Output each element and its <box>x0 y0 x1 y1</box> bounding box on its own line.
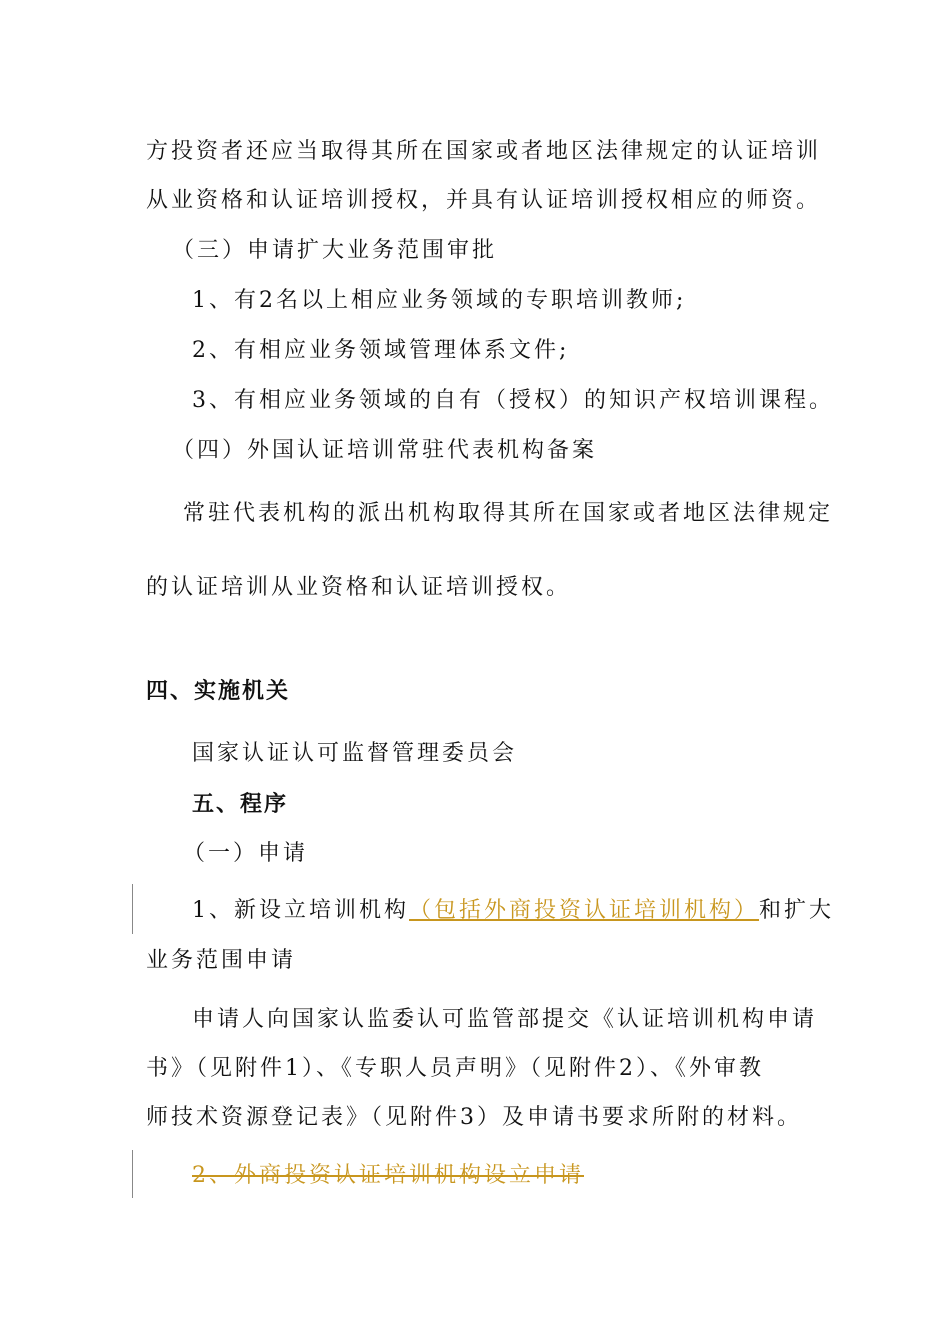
paragraph-line: 从业资格和认证培训授权，并具有认证培训授权相应的师资。 <box>146 188 822 213</box>
inserted-text: （包括外商投资认证培训机构） <box>409 898 760 923</box>
paragraph-line: 的认证培训从业资格和认证培训授权。 <box>146 575 572 600</box>
section-heading-5: 五、程序 <box>192 792 289 817</box>
change-bar <box>132 884 133 934</box>
agency-name: 国家认证认可监督管理委员会 <box>192 741 518 766</box>
paragraph-line: 常驻代表机构的派出机构取得其所在国家或者地区法律规定 <box>183 501 834 526</box>
subheading-4: （四）外国认证培训常驻代表机构备案 <box>172 438 598 463</box>
paragraph-line: 申请人向国家认监委认可监管部提交《认证培训机构申请 <box>192 1007 818 1032</box>
text-run: 1、新设立培训机构 <box>192 898 409 923</box>
list-item-3: 3、有相应业务领域的自有（授权）的知识产权培训课程。 <box>192 388 834 413</box>
list-item-2: 2、有相应业务领域管理体系文件; <box>192 338 570 363</box>
section-heading-4: 四、实施机关 <box>146 679 291 704</box>
deleted-text: 2、外商投资认证培训机构设立申请 <box>192 1163 584 1188</box>
paragraph-line <box>192 896 834 926</box>
subheading-1: （一）申请 <box>183 841 309 866</box>
list-item-1: 1、有2名以上相应业务领域的专职培训教师; <box>192 288 687 313</box>
paragraph-line: 师技术资源登记表》（见附件3）及申请书要求所附的材料。 <box>146 1105 802 1130</box>
paragraph-line: 方投资者还应当取得其所在国家或者地区法律规定的认证培训 <box>146 139 822 164</box>
subheading-3: （三）申请扩大业务范围审批 <box>172 238 498 263</box>
paragraph-line: 书》（见附件1）、《专职人员声明》（见附件2）、《外审教 <box>146 1056 764 1081</box>
change-bar <box>132 1150 133 1198</box>
text-run: 和扩大 <box>759 898 835 923</box>
paragraph-line: 业务范围申请 <box>146 948 297 973</box>
